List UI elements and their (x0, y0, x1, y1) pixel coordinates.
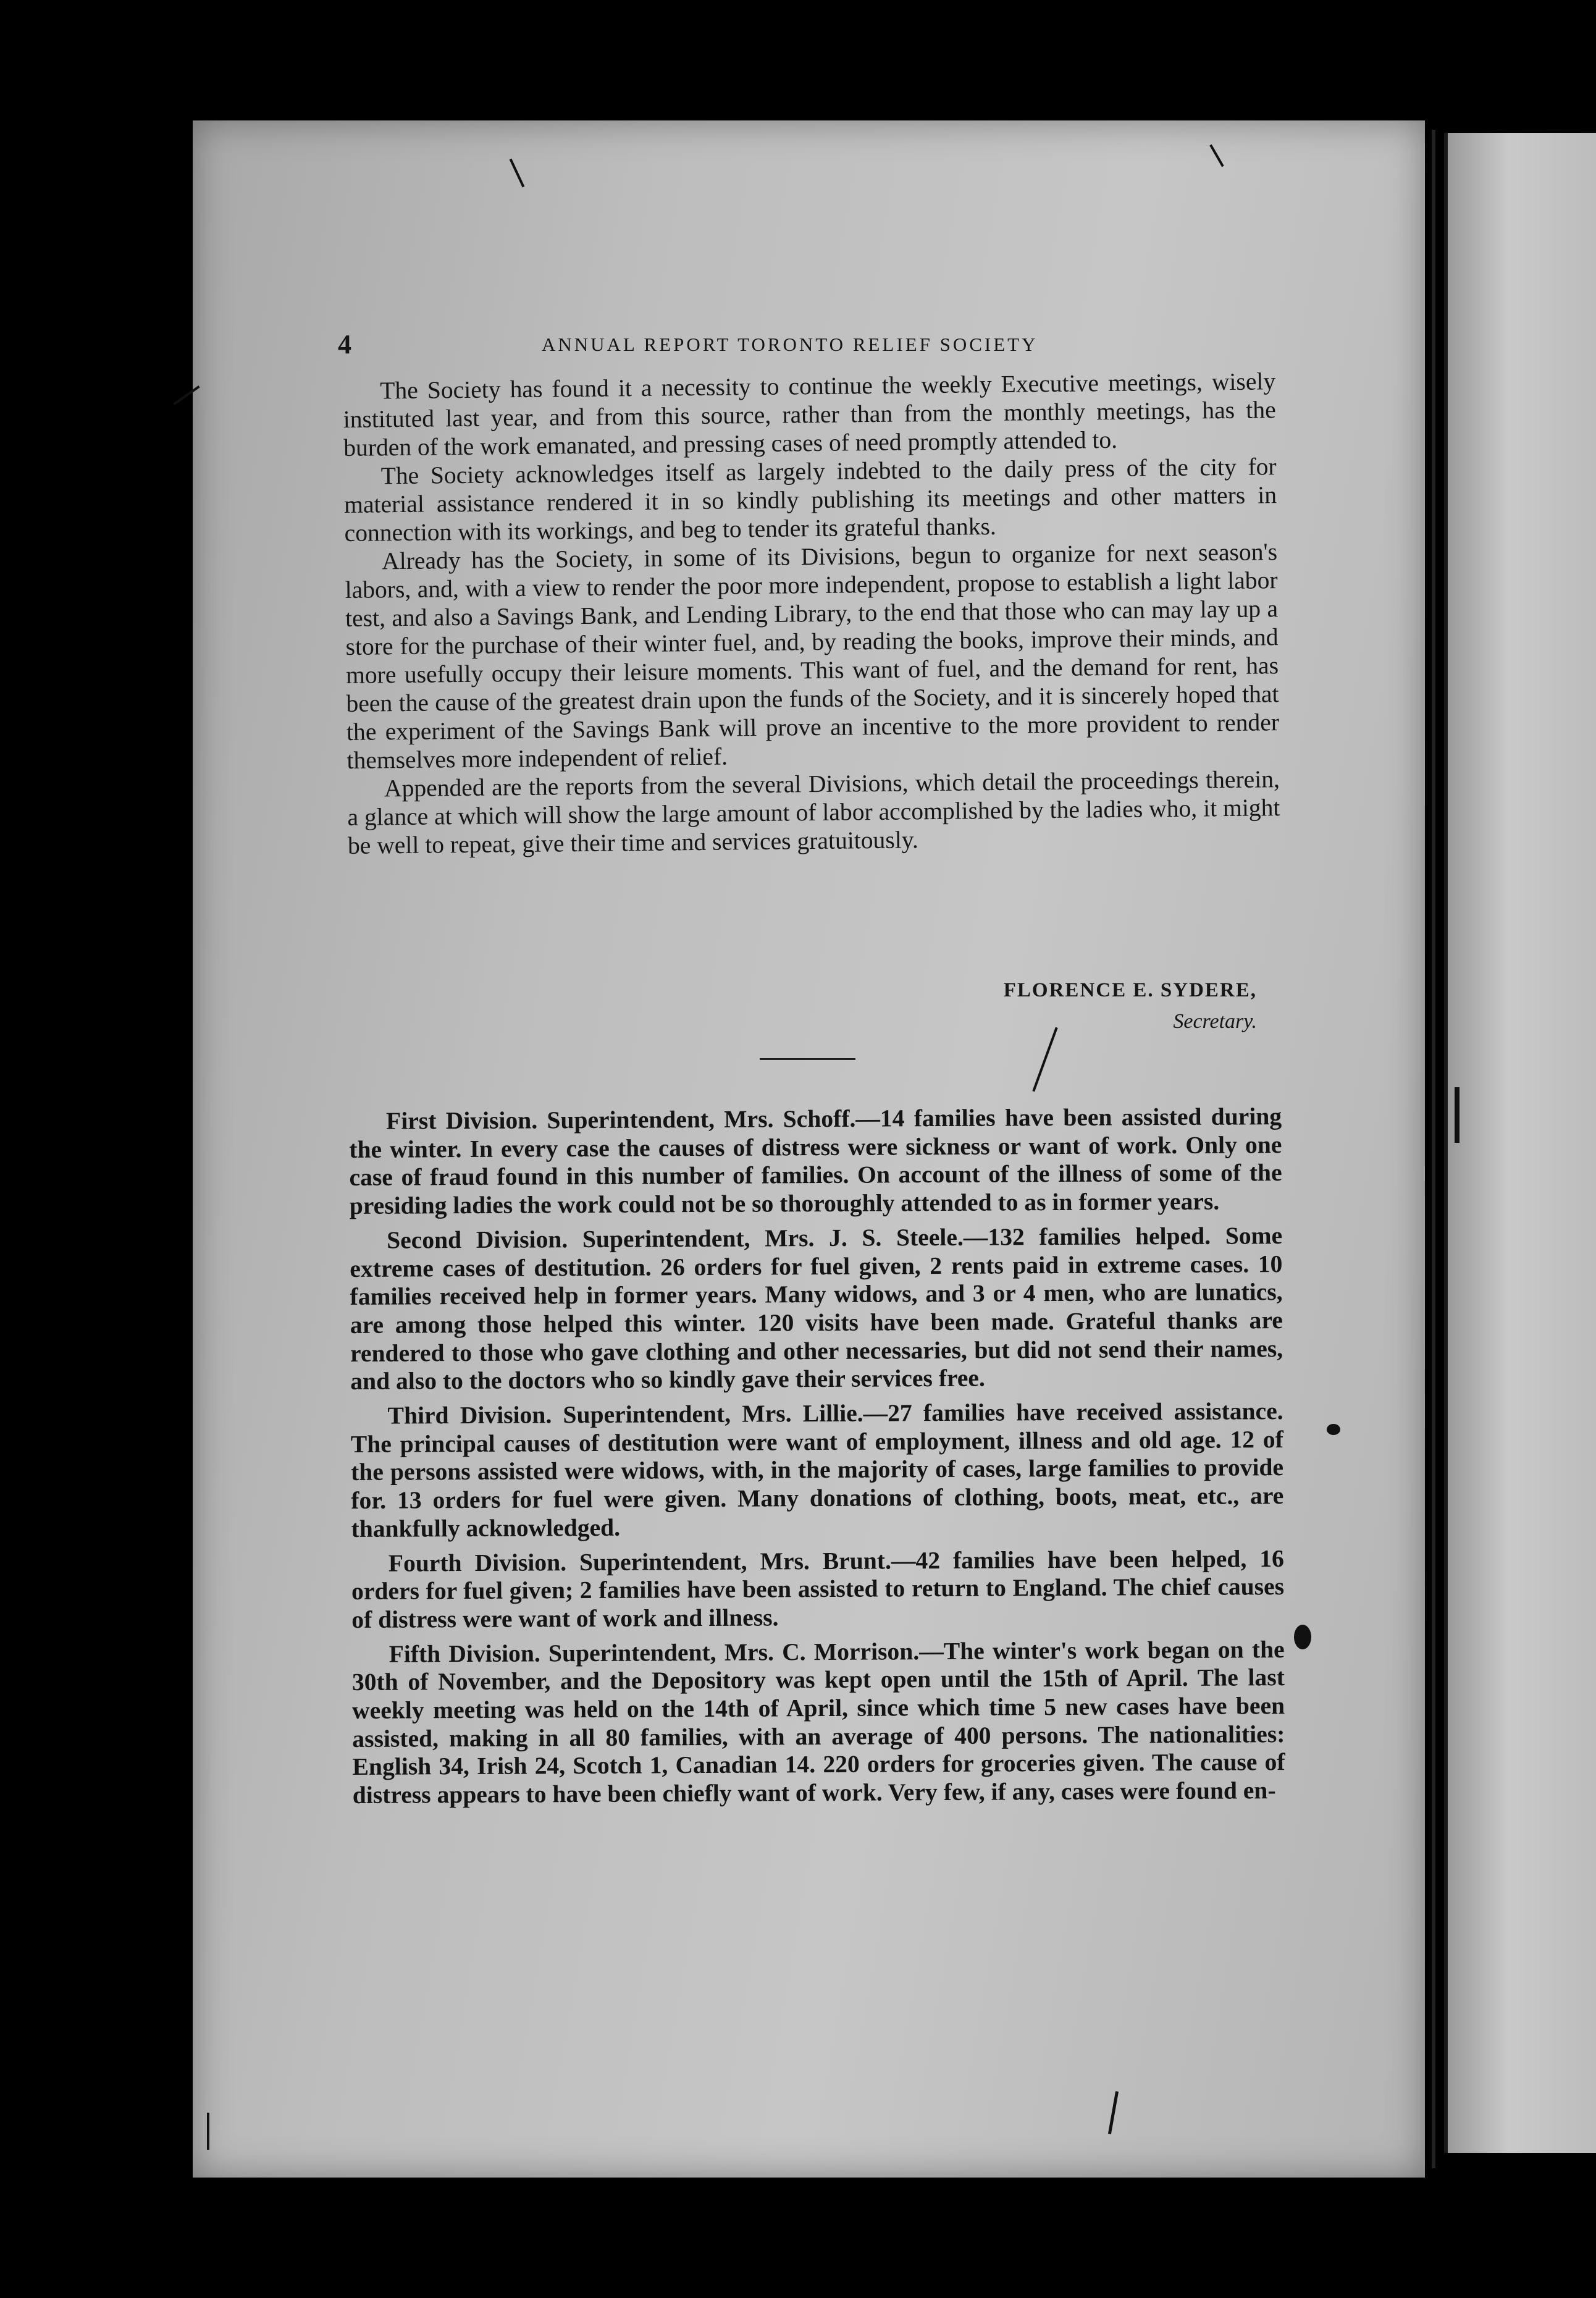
division-report: Second Division. Superintendent, Mrs. J. S. Steele.—132 families helped. Some extreme cases of destitution. 26 orders for fuel given, 2 rents paid in extreme cases. 10 families received help in former years. Many widows, and 3 or 4 men, who are lunatics, are among those helped this winter. 120 visits have been made. Grateful thanks are rendered to those who gave clothing and other necessaries, but did not send their names, and also to the doctors who so kindly gave their services free. (350, 1221, 1283, 1395)
report-paragraph: The Society has found it a necessity to continue the weekly Executive meetings, wisely instituted last year, and from this source, rather than from the monthly meetings, has the burden of the work emanated, and pressing cases of need promptly attended to. (343, 368, 1276, 461)
division-report: First Division. Superintendent, Mrs. Schoff.—14 families have been assisted during the winter. In every case the causes of distress were sickness or want of work. Only one case of fraud found in this number of families. On account of the illness of some of the presiding ladies the work could not be so thoroughly attended to as in former years. (349, 1103, 1282, 1220)
report-body (343, 367, 1280, 860)
signature-title: Secretary. (1173, 1010, 1257, 1033)
pencil-mark (1455, 1087, 1460, 1143)
division-report: Fifth Division. Superintendent, Mrs. C. Morrison.—The winter's work began on the 30th of November, and the Depository was kept open until the 15th of April. The last weekly meeting was held on the 14th of April, since which time 5 new cases have been assisted, making in all 80 families, with an average of 400 persons. The nationalities: English 34, Irish 24, Scotch 1, Canadian 14. 220 orders for groceries given. The cause of distress appears to have been chiefly want of work. Very few, if any, cases were found en- (351, 1635, 1285, 1809)
page-header (338, 321, 1277, 358)
section-divider (760, 1058, 855, 1060)
signature-name: FLORENCE E. SYDERE, (1003, 979, 1257, 1001)
division-reports (349, 1103, 1285, 1816)
running-head: ANNUAL REPORT TORONTO RELIEF SOCIETY (542, 334, 1038, 355)
pencil-mark (207, 2113, 209, 2150)
report-paragraph: Appended are the reports from the several Divisions, which detail the proceedings therein, a glance at which will show the large amount of labor accomplished by the ladies who, it might be well to repeat, give their time and services gratuitously. (347, 765, 1280, 859)
division-report: Fourth Division. Superintendent, Mrs. Brunt.—42 families have been helped, 16 orders for fuel given; 2 families have been assisted to return to England. The chief causes of distress were want of work and illness. (351, 1544, 1285, 1633)
adjacent-page-edge (1444, 133, 1596, 2153)
report-paragraph: The Society acknowledges itself as largely indebted to the daily press of the city for material assistance rendered it in so kindly publishing its meetings and other matters in connection with its workings, and beg to tender its grateful thanks. (343, 453, 1277, 547)
report-paragraph: Already has the Society, in some of its Divisions, begun to organize for next season's labors, and, with a view to render the poor more independent, propose to establish a light labor test, and also a Savings Bank, and Lending Library, to the end that those who can may lay up a store for the purchase of their winter fuel, and, by reading the books, improve their minds, and more usefully occupy their leisure moments. This want of fuel, and the demand for rent, has been the cause of the greatest drain upon the funds of the Society, and it is sincerely hoped that the experiment of the Savings Bank will prove an incentive to the more provident to render themselves more independent of relief. (345, 538, 1280, 774)
ink-blot (1327, 1424, 1340, 1435)
division-report: Third Division. Superintendent, Mrs. Lillie.—27 families have received assistance. The principal causes of destitution were want of employment, illness and old age. 12 of the persons assisted were widows, with, in the majority of cases, large families to provide for. 13 orders for fuel were given. Many donations of clothing, boots, meat, etc., are thankfully acknowledged. (350, 1397, 1284, 1543)
ink-blot (1294, 1625, 1311, 1649)
page-number: 4 (338, 329, 351, 360)
signature-block (343, 979, 1257, 1047)
page-gutter (1432, 130, 1435, 2168)
